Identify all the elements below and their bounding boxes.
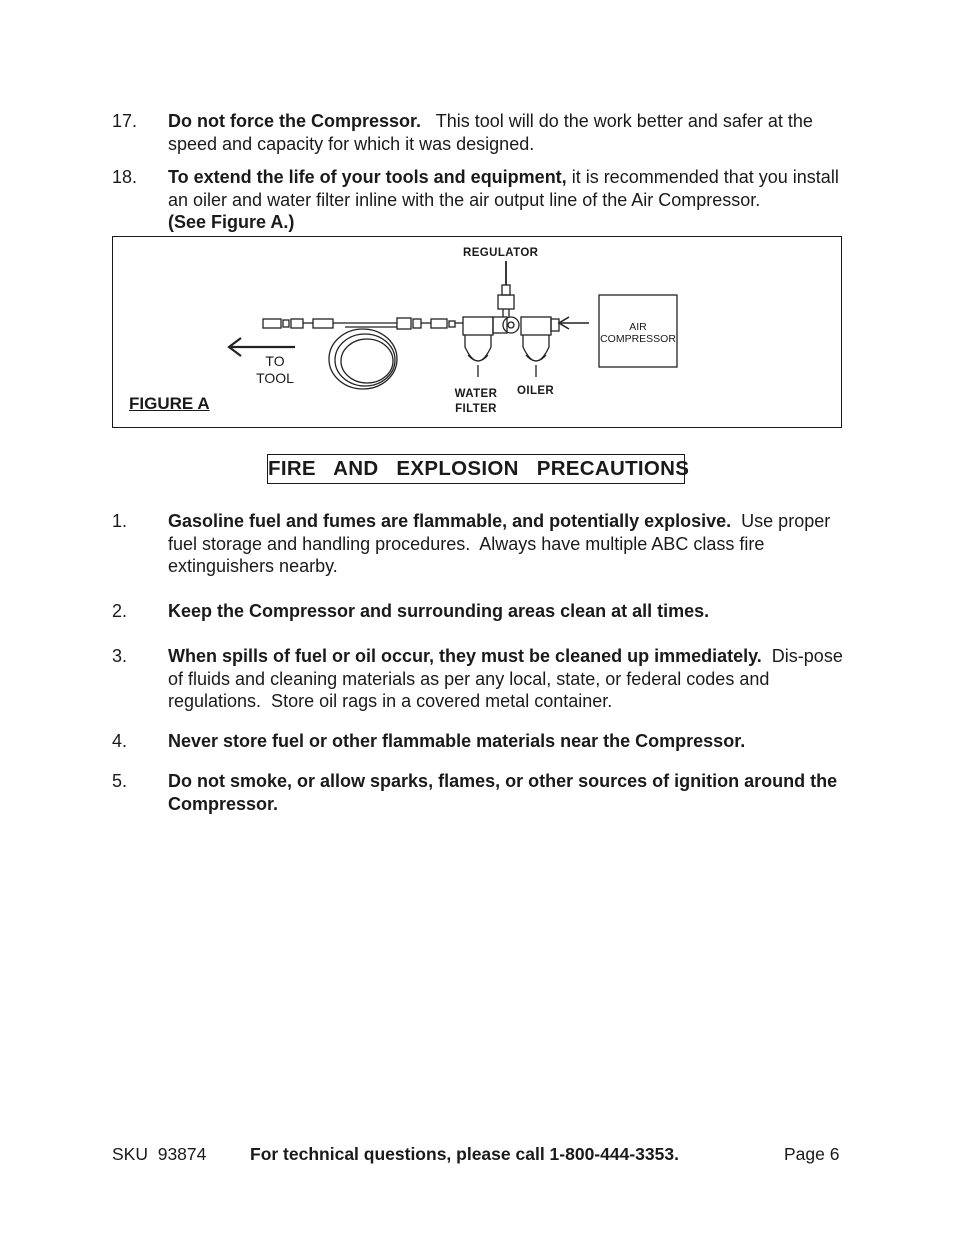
footer-sku: SKU 93874 bbox=[112, 1144, 207, 1164]
list-item-fire-5 bbox=[112, 770, 844, 815]
figure-a bbox=[112, 236, 842, 428]
footer-tech-support: For technical questions, please call 1-800-444-3353. bbox=[250, 1144, 679, 1164]
water-filter-label: WATER FILTER bbox=[454, 388, 498, 415]
to-tool-label: TO TOOL bbox=[256, 353, 294, 386]
item-text: it is recommended that you install an oiler and water filter inline with the air output line of the Air Compressor. bbox=[168, 167, 839, 210]
list-item-fire-2 bbox=[112, 600, 844, 623]
figure-reference: (See Figure A.) bbox=[168, 212, 295, 232]
item-number: 17. bbox=[112, 111, 138, 131]
item-text: This tool will do the work better and safer at the speed and capacity for which it was designed. bbox=[168, 111, 818, 154]
item-bold-text: Keep the Compressor and surrounding areas clean at all times. bbox=[168, 601, 710, 621]
compressor-label: AIR COMPRESSOR bbox=[600, 321, 676, 345]
item-number: 3. bbox=[112, 646, 128, 666]
oiler-label: OILER bbox=[517, 385, 555, 397]
figure-label: FIGURE A bbox=[129, 394, 210, 413]
item-bold-text: Never store fuel or other flammable materials near the Compressor. bbox=[168, 731, 746, 751]
footer-page-number: Page 6 bbox=[784, 1144, 840, 1164]
item-text: Use proper fuel storage and handling procedures. Always have multiple ABC class fire extinguishers nearby. bbox=[168, 511, 836, 576]
list-item-17 bbox=[112, 110, 844, 155]
item-bold-text: Do not force the Compressor. bbox=[168, 111, 422, 131]
item-number: 1. bbox=[112, 511, 128, 531]
section-heading: FIRE AND EXPLOSION PRECAUTIONS bbox=[267, 454, 685, 484]
item-number: 18. bbox=[112, 167, 138, 187]
list-item-18 bbox=[112, 166, 844, 234]
item-bold-text: Do not smoke, or allow sparks, flames, or other sources of ignition around the Compressor. bbox=[168, 771, 838, 814]
list-item-fire-1 bbox=[112, 510, 844, 578]
list-item-fire-3 bbox=[112, 645, 848, 713]
item-text: Dis-pose of fluids and cleaning materials as per any local, state, or federal codes and regulations. Store oil rags in a covered metal container. bbox=[168, 646, 848, 711]
list-item-fire-4 bbox=[112, 730, 844, 753]
item-bold-text: When spills of fuel or oil occur, they must be cleaned up immediately. bbox=[168, 646, 762, 666]
item-bold-text: To extend the life of your tools and equipment, bbox=[168, 167, 567, 187]
item-number: 4. bbox=[112, 731, 128, 751]
item-number: 2. bbox=[112, 601, 128, 621]
item-number: 5. bbox=[112, 771, 128, 791]
regulator-label: REGULATOR bbox=[463, 247, 539, 259]
item-bold-text: Gasoline fuel and fumes are flammable, and potentially explosive. bbox=[168, 511, 732, 531]
